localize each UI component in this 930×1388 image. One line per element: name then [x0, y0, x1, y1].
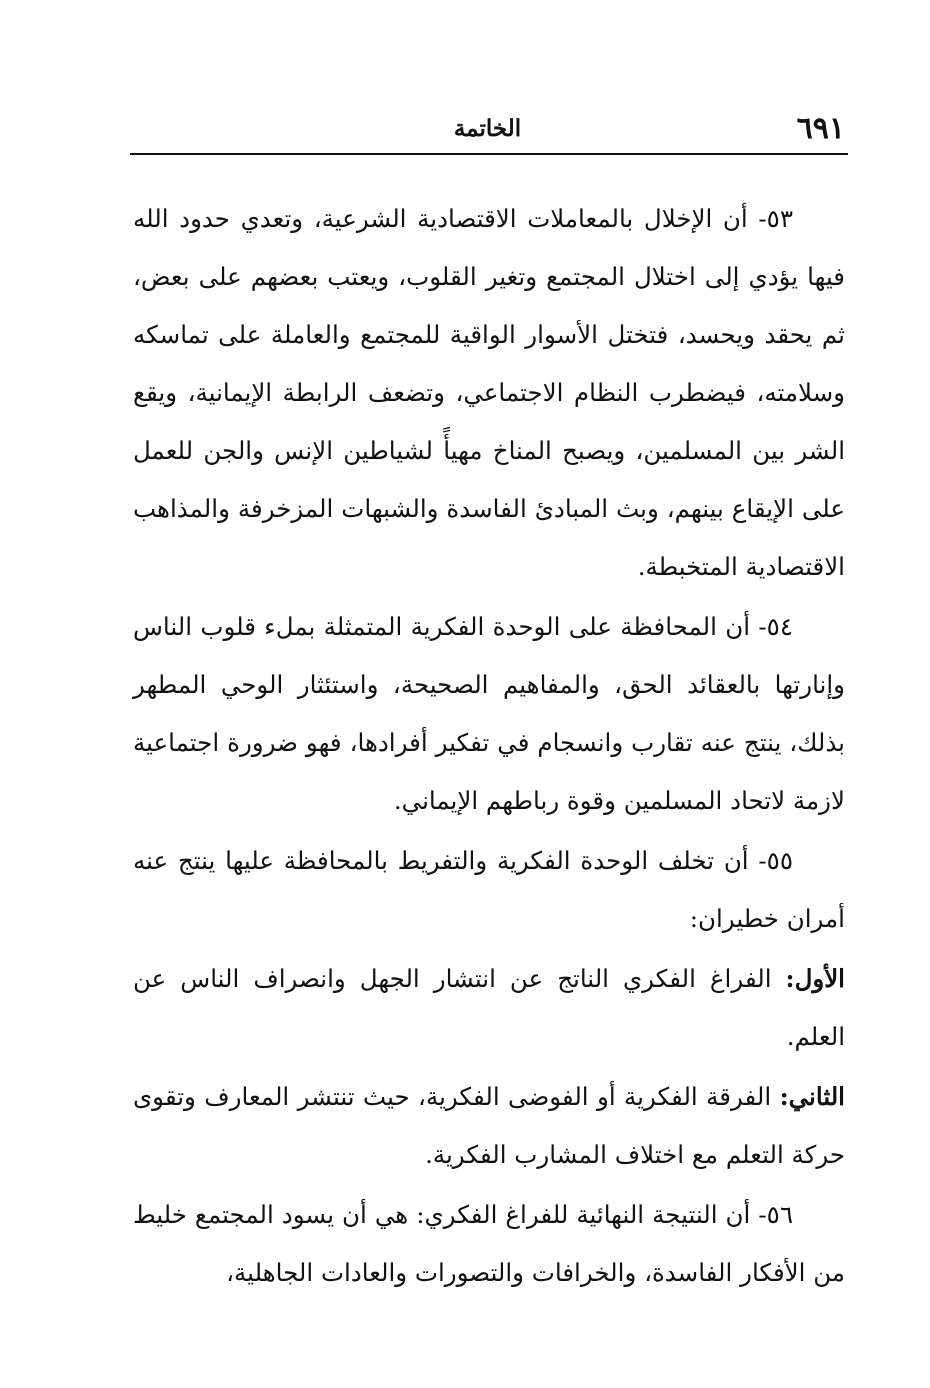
- paragraph-second: [133, 1068, 845, 1184]
- paragraph-53: ٥٣- أن الإخلال بالمعاملات الاقتصادية الشرعية، وتعدي حدود الله فيها يؤدي إلى اختلال المجتمع وتغير القلوب، ويعتب بعضهم على بعض، ثم يحقد ويحسد، فتختل الأسوار الواقية للمجتمع والعاملة على تماسكه وسلامته، فيضطرب النظام الاجتماعي، وتضعف الرابطة الإيمانية، ويقع الشر بين المسلمين، ويصبح المناخ مهيأً لشياطين الإنس والجن للعمل على الإيقاع بينهم، وبث المبادئ الفاسدة والشبهات المزخرفة والمذاهب الاقتصادية المتخبطة.: [133, 204, 845, 581]
- paragraph-56: ٥٦- أن النتيجة النهائية للفراغ الفكري: هي أن يسود المجتمع خليط من الأفكار الفاسدة، والخرافات والتصورات والعادات الجاهلية،: [133, 1200, 845, 1287]
- paragraph-55: ٥٥- أن تخلف الوحدة الفكرية والتفريط بالمحافظة عليها ينتج عنه أمران خطيران:: [133, 846, 845, 933]
- first-text: الفراغ الفكري الناتج عن انتشار الجهل وانصراف الناس عن العلم.: [133, 964, 845, 1051]
- header-rule: [130, 153, 848, 155]
- running-head: [130, 108, 845, 148]
- body-text: [133, 190, 845, 1304]
- chapter-title: الخاتمة: [453, 114, 522, 142]
- paragraph-first: [133, 950, 845, 1066]
- first-label: الأول:: [785, 964, 845, 993]
- paragraph-54: ٥٤- أن المحافظة على الوحدة الفكرية المتمثلة بملء قلوب الناس وإنارتها بالعقائد الحق، والمفاهيم الصحيحة، واستئثار الوحي المطهر بذلك، ينتج عنه تقارب وانسجام في تفكير أفرادها، فهو ضرورة اجتماعية لازمة لاتحاد المسلمين وقوة رباطهم الإيماني.: [133, 612, 845, 815]
- second-label: الثاني:: [779, 1082, 845, 1111]
- second-text: الفرقة الفكرية أو الفوضى الفكرية، حيث تنتشر المعارف وتقوى حركة التعلم مع اختلاف المشارب الفكرية.: [133, 1082, 845, 1169]
- page-number: ٦٩١: [796, 110, 845, 146]
